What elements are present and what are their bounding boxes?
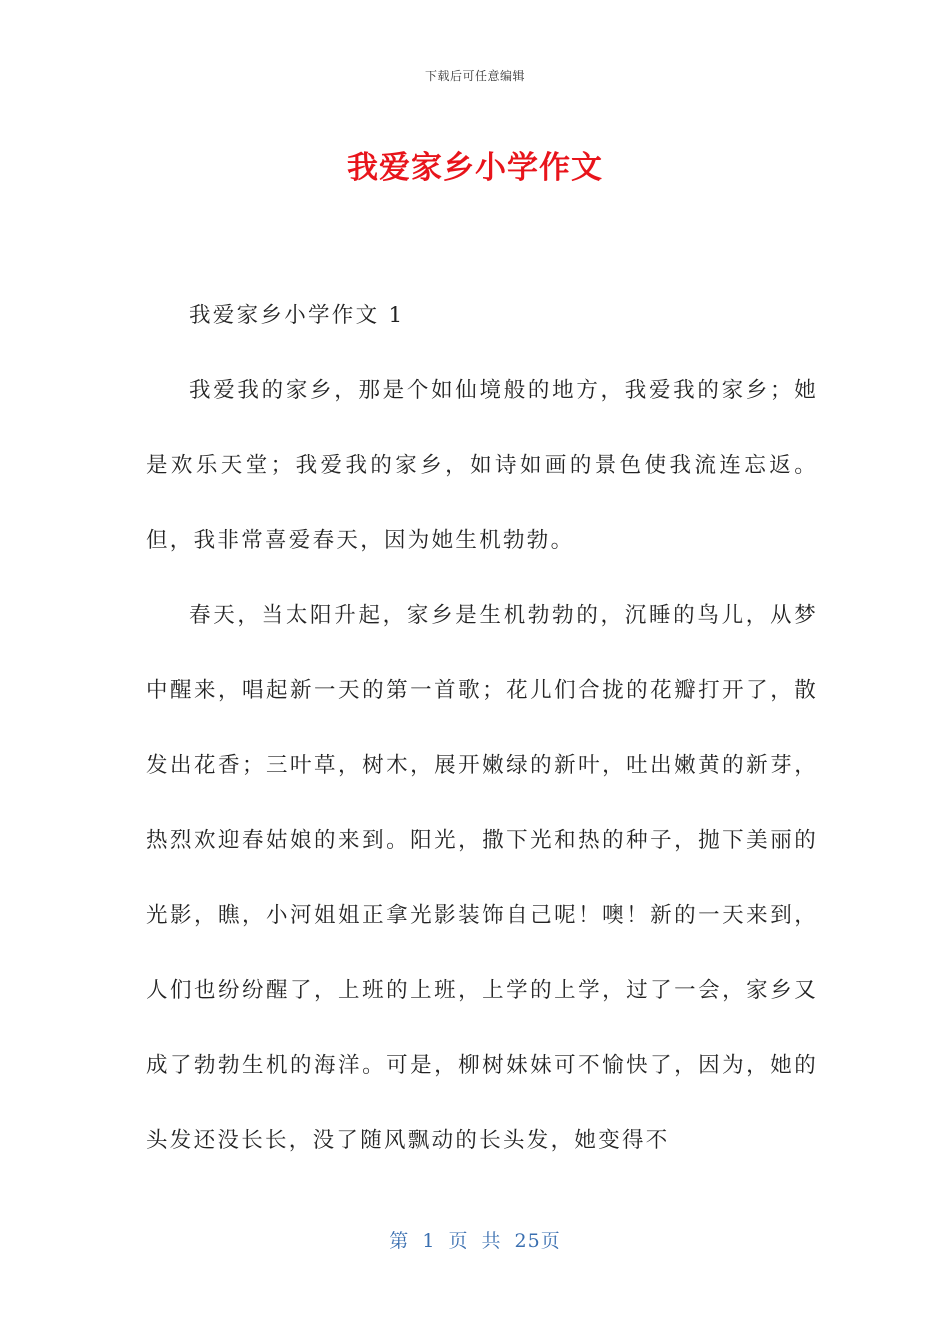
document-body: [146, 278, 818, 1178]
document-title: 我爱家乡小学作文: [347, 150, 603, 186]
page-indicator: 第 1 页 共 25页: [389, 1230, 561, 1252]
paragraph: 春天，当太阳升起，家乡是生机勃勃的，沉睡的鸟儿，从梦中醒来，唱起新一天的第一首歌；花儿们合拢的花瓣打开了，散发出花香；三叶草，树木，展开嫩绿的新叶，吐出嫩黄的新芽，热烈欢迎春姑娘的来到。阳光，撒下光和热的种子，抛下美丽的光影，瞧，小河姐姐正拿光影装饰自己呢！噢！新的一天来到，人们也纷纷醒了，上班的上班，上学的上学，过了一会，家乡又成了勃勃生机的海洋。可是，柳树妹妹可不愉快了，因为，她的头发还没长长，没了随风飘动的长头发，她变得不: [146, 603, 818, 1153]
paragraph: 我爱我的家乡，那是个如仙境般的地方，我爱我的家乡；她是欢乐天堂；我爱我的家乡，如诗如画的景色使我流连忘返。但，我非常喜爱春天，因为她生机勃勃。: [146, 378, 818, 553]
header-note: 下载后可任意编辑: [424, 69, 525, 83]
section-heading: 我爱家乡小学作文 1: [189, 303, 405, 328]
